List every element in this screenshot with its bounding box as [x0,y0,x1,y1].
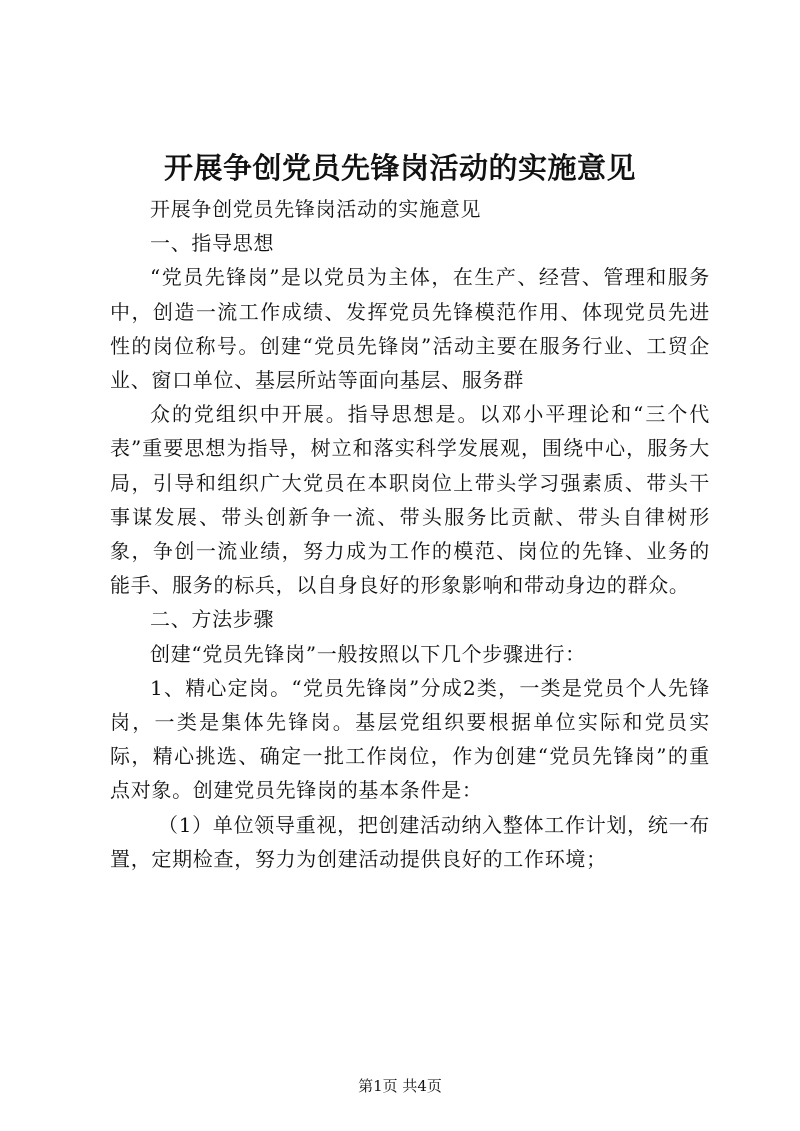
section-heading-guiding-thought: 一、指导思想 [150,231,275,256]
paragraph-definition: “党员先锋岗”是以党员为主体，在生产、经营、管理和服务中，创造一流工作成绩、发挥党员先锋模范作用、体现党员先进性的岗位称号。创建“党员先锋岗”活动主要在服务行业、工贸企业、窗口单位、基层所站等面向基层、服务群 [110,265,710,393]
paragraph-guiding-thought: 众的党组织中开展。指导思想是。以邓小平理论和“三个代表”重要思想为指导，树立和落实科学发展观，围绕中心，服务大局，引导和组织广大党员在本职岗位上带头学习强素质、带头干事谋发展、带头创新争一流、带头服务比贡献、带头自律树形象，争创一流业绩，努力成为工作的模范、岗位的先锋、业务的能手、服务的标兵，以自身良好的形象影响和带动身边的群众。 [110,402,710,598]
section-heading-method-steps: 二、方法步骤 [150,607,275,632]
paragraph-condition-1: （1）单位领导重视，把创建活动纳入整体工作计划，统一布置，定期检查，努力为创建活动提供良好的工作环境； [110,812,710,871]
document-body [110,192,710,876]
page-number-footer: 第1页 共4页 [358,1077,442,1095]
document-title: 开展争创党员先锋岗活动的实施意见 [163,151,636,185]
paragraph-step-1: 1、精心定岗。“党员先锋岗”分成2类，一类是党员个人先锋岗，一类是集体先锋岗。基层党组织要根据单位实际和党员实际，精心挑选、确定一批工作岗位，作为创建“党员先锋岗”的重点对象。创建党员先锋岗的基本条件是： [110,675,710,803]
subtitle-paragraph: 开展争创党员先锋岗活动的实施意见 [150,197,482,221]
paragraph-steps-intro: 创建“党员先锋岗”一般按照以下几个步骤进行： [150,641,586,666]
